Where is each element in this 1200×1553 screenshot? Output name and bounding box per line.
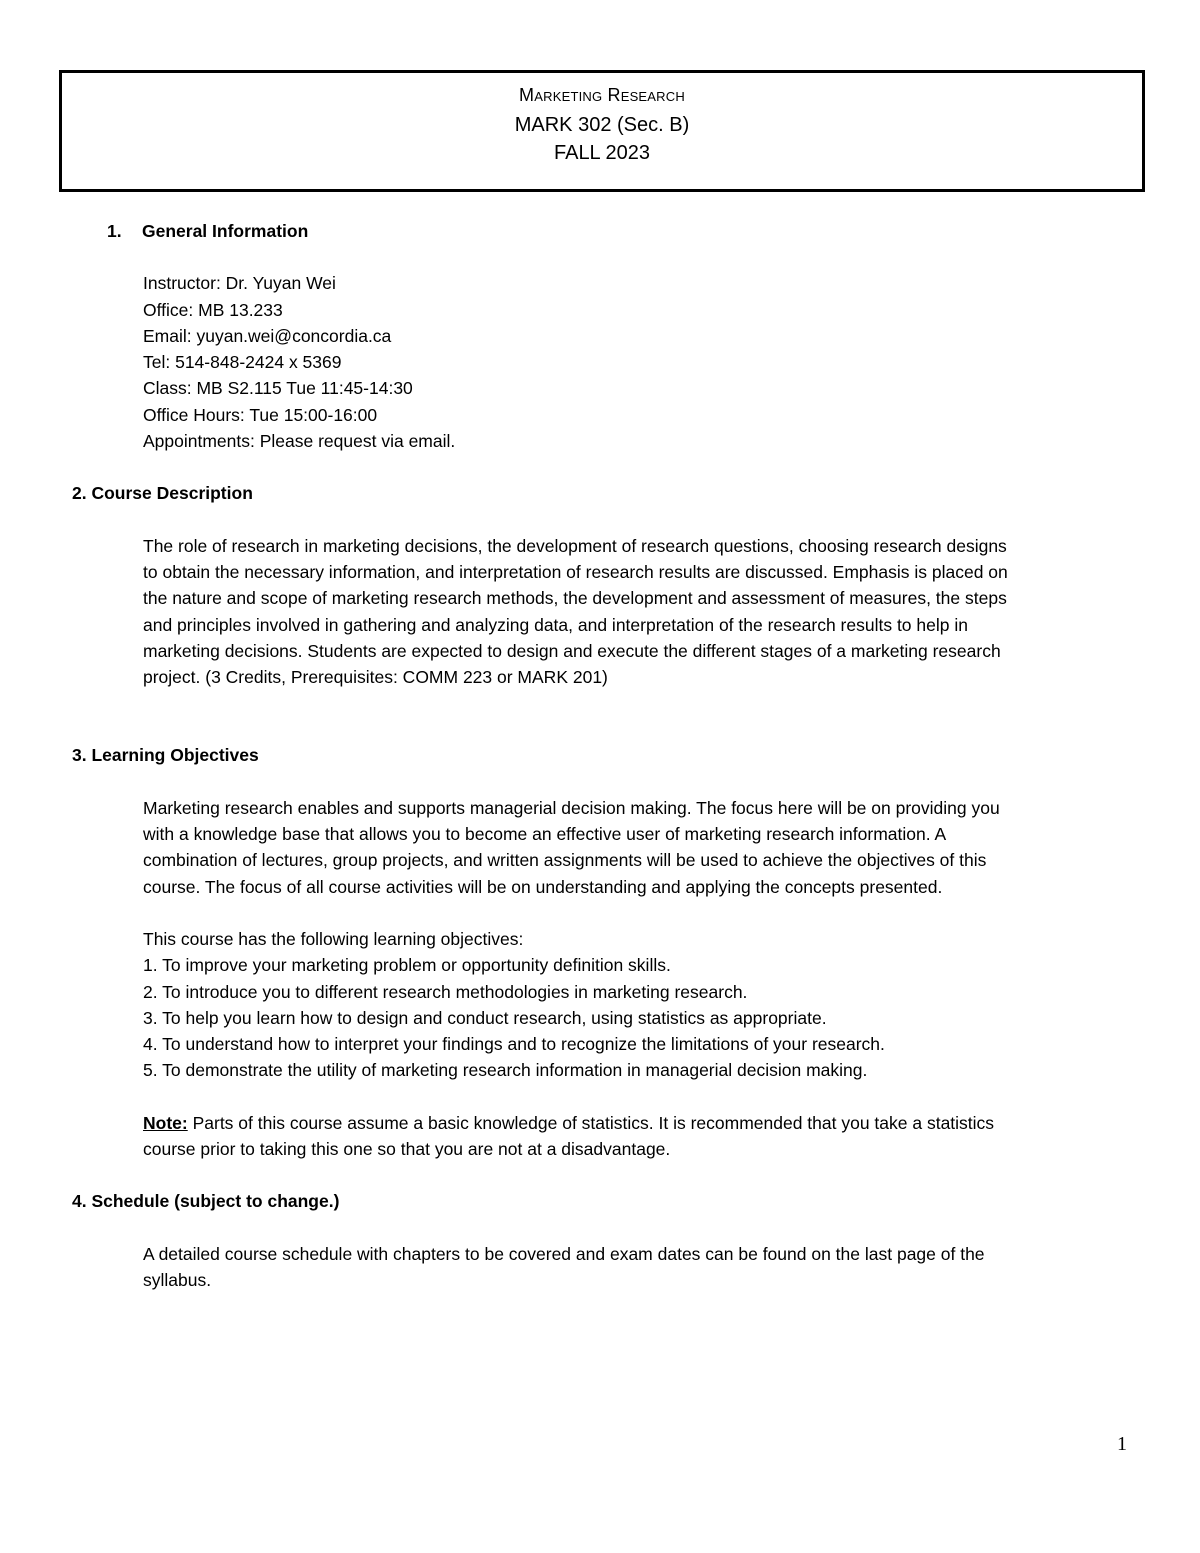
appointments-line: Appointments: Please request via email. xyxy=(143,431,456,452)
paragraph-line: marketing decisions. Students are expected to design and execute the different stages of a marketing research xyxy=(143,640,1001,661)
objective-item: 3. To help you learn how to design and conduct research, using statistics as appropriate. xyxy=(143,1007,827,1028)
section-number: 1. xyxy=(107,221,122,241)
course-description-paragraph xyxy=(72,533,1132,691)
paragraph-line: Marketing research enables and supports managerial decision making. The focus here will be on providing you xyxy=(143,797,1000,818)
paragraph-line: project. (3 Credits, Prerequisites: COMM 223 or MARK 201) xyxy=(143,667,608,688)
objective-item: 5. To demonstrate the utility of marketing research information in managerial decision making. xyxy=(143,1060,868,1081)
note-line-continued: course prior to taking this one so that you are not at a disadvantage. xyxy=(143,1139,671,1160)
section-heading-course-description: 2. Course Description xyxy=(72,483,253,504)
office-line: Office: MB 13.233 xyxy=(143,299,283,320)
paragraph-line: course. The focus of all course activities will be on understanding and applying the concepts presented. xyxy=(143,876,943,897)
instructor-line: Instructor: Dr. Yuyan Wei xyxy=(143,273,336,294)
paragraph-line: and principles involved in gathering and analyzing data, and interpretation of the research results to help in xyxy=(143,614,968,635)
general-information-list xyxy=(72,270,1132,454)
section-heading-learning-objectives: 3. Learning Objectives xyxy=(72,745,259,766)
objective-item: 4. To understand how to interpret your findings and to recognize the limitations of your research. xyxy=(143,1034,885,1055)
paragraph-line: to obtain the necessary information, and interpretation of research results are discussed. Emphasis is placed on xyxy=(143,561,1008,582)
paragraph-line: with a knowledge base that allows you to become an effective user of marketing research information. A xyxy=(143,824,947,845)
course-code: MARK 302 (Sec. B) xyxy=(514,114,690,136)
email-line: Email: yuyan.wei@concordia.ca xyxy=(143,325,392,346)
tel-line: Tel: 514-848-2424 x 5369 xyxy=(143,352,342,373)
section-title: General Information xyxy=(142,221,309,241)
section-heading-general-information xyxy=(72,218,1132,244)
paragraph-line: combination of lectures, group projects, and written assignments will be used to achieve the objectives of this xyxy=(143,850,987,871)
page-number: 1 xyxy=(1117,1433,1127,1455)
section-heading-schedule: 4. Schedule (subject to change.) xyxy=(72,1191,340,1212)
learning-objectives-body xyxy=(72,795,1132,1163)
note-text: Parts of this course assume a basic knowledge of statistics. It is recommended that you take a statistics xyxy=(187,1112,995,1133)
title-box xyxy=(59,70,1145,192)
syllabus-content xyxy=(72,218,1132,1293)
objective-item: 2. To introduce you to different research methodologies in marketing research. xyxy=(143,981,748,1002)
paragraph-line: A detailed course schedule with chapters to be covered and exam dates can be found on the last page of the xyxy=(143,1243,985,1264)
course-name: Marketing Research xyxy=(519,85,685,105)
schedule-paragraph xyxy=(72,1241,1132,1294)
course-term: FALL 2023 xyxy=(553,142,650,164)
paragraph-line: the nature and scope of marketing research methods, the development and assessment of measures, the steps xyxy=(143,588,1007,609)
paragraph-line: syllabus. xyxy=(143,1269,212,1290)
paragraph-line: The role of research in marketing decisions, the development of research questions, choosing research designs xyxy=(143,535,1007,556)
note-line xyxy=(143,1110,1132,1136)
office-hours-line: Office Hours: Tue 15:00-16:00 xyxy=(143,404,378,425)
class-line: Class: MB S2.115 Tue 11:45-14:30 xyxy=(143,378,413,399)
objective-item: 1. To improve your marketing problem or opportunity definition skills. xyxy=(143,955,671,976)
note-label: Note: xyxy=(143,1112,188,1133)
objectives-list-intro: This course has the following learning objectives: xyxy=(143,928,524,949)
